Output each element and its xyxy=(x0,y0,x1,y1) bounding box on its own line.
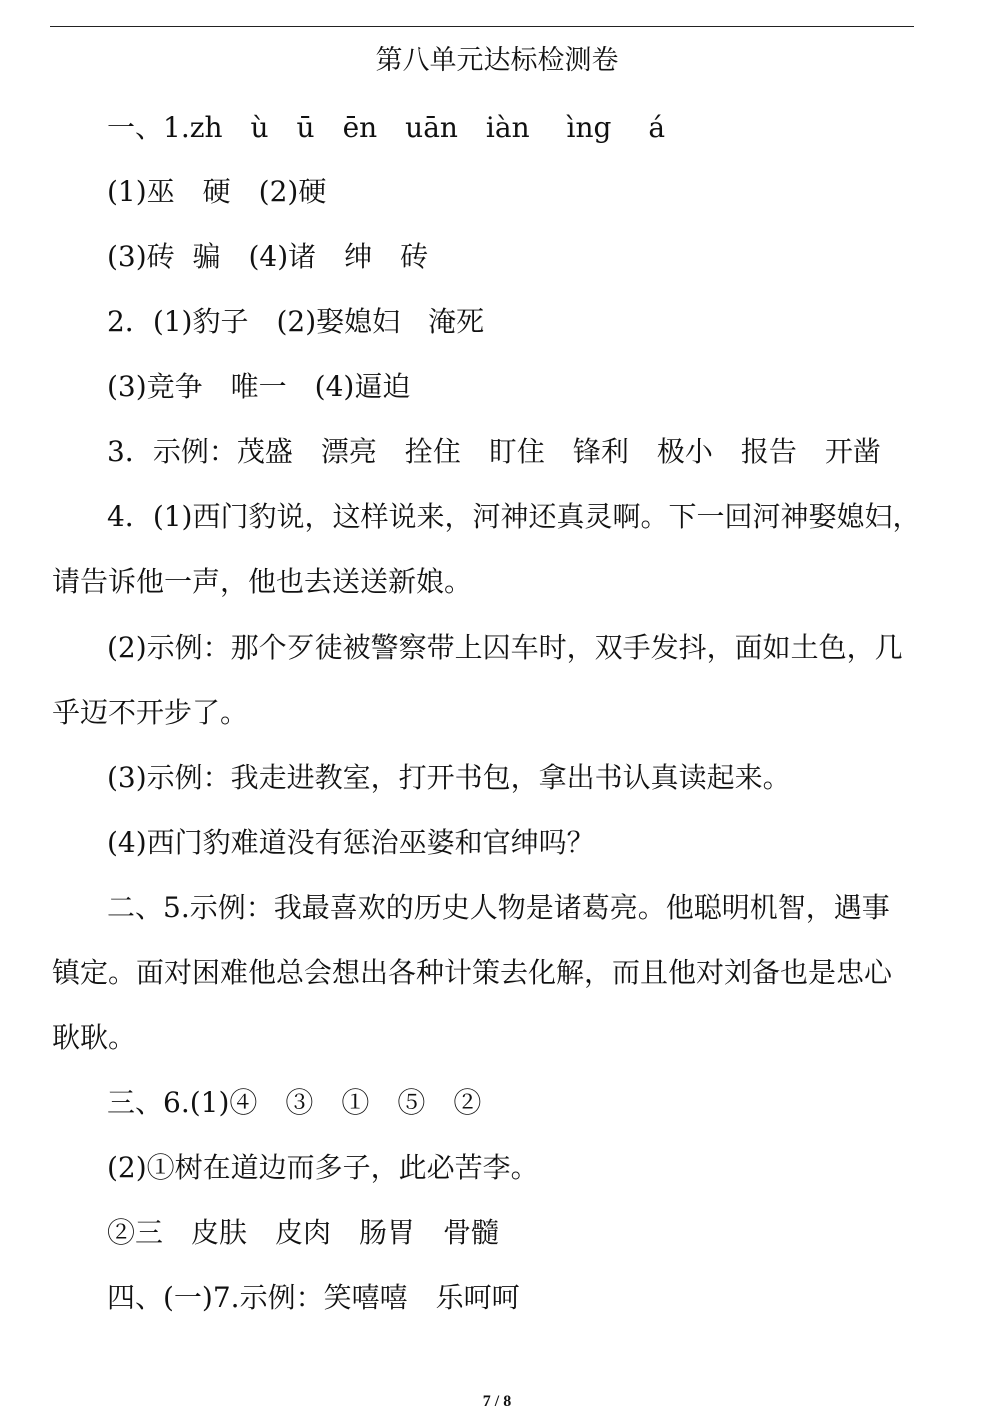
answer-line-1-pinyin: 一、1.zh ù ū ēn uān iàn ìng á xyxy=(107,111,666,144)
answer-line-6-2: (2)①树在道边而多子，此必苦李。 xyxy=(107,1151,539,1184)
answer-line-4-1: 4．(1)西门豹说，这样说来，河神还真灵啊。下一回河神娶媳妇， xyxy=(107,500,921,533)
answer-line-4-3: (3)示例：我走进教室，打开书包，拿出书认真读起来。 xyxy=(107,761,791,794)
answer-line-5-cont-2: 耿耿。 xyxy=(52,1021,137,1054)
page-number: 7 / 8 xyxy=(482,1393,512,1410)
answer-line-1-3: (3)砖 骗 (4)诸 绅 砖 xyxy=(107,240,429,273)
answer-line-4-1-cont: 请告诉他一声，他也去送送新娘。 xyxy=(52,565,473,598)
top-rule xyxy=(50,26,914,27)
answer-line-4-2: (2)示例：那个歹徒被警察带上囚车时，双手发抖，面如土色，几 xyxy=(107,631,903,664)
answer-line-5: 二、5.示例：我最喜欢的历史人物是诸葛亮。他聪明机智，遇事 xyxy=(107,891,890,924)
answer-line-7: 四、(一)7.示例：笑嘻嘻 乐呵呵 xyxy=(107,1281,520,1314)
answer-line-5-cont-1: 镇定。面对困难他总会想出各种计策去化解，而且他对刘备也是忠心 xyxy=(52,956,893,989)
answer-line-6-1: 三、6.(1)④ ③ ① ⑤ ② xyxy=(107,1086,482,1119)
answer-line-4-2-cont: 乎迈不开步了。 xyxy=(52,696,249,729)
answer-line-2-3: (3)竞争 唯一 (4)逼迫 xyxy=(107,370,411,403)
answer-line-1-1: (1)巫 硬 (2)硬 xyxy=(107,175,327,208)
answer-line-3: 3．示例：茂盛 漂亮 拴住 盯住 锋利 极小 报告 开凿 xyxy=(107,435,881,468)
page-title: 第八单元达标检测卷 xyxy=(375,45,619,76)
answer-line-4-4: (4)西门豹难道没有惩治巫婆和官绅吗？ xyxy=(107,826,595,859)
answer-line-2-1: 2．(1)豹子 (2)娶媳妇 淹死 xyxy=(107,305,485,338)
answer-line-6-2b: ②三 皮肤 皮肉 肠胃 骨髓 xyxy=(107,1216,500,1249)
